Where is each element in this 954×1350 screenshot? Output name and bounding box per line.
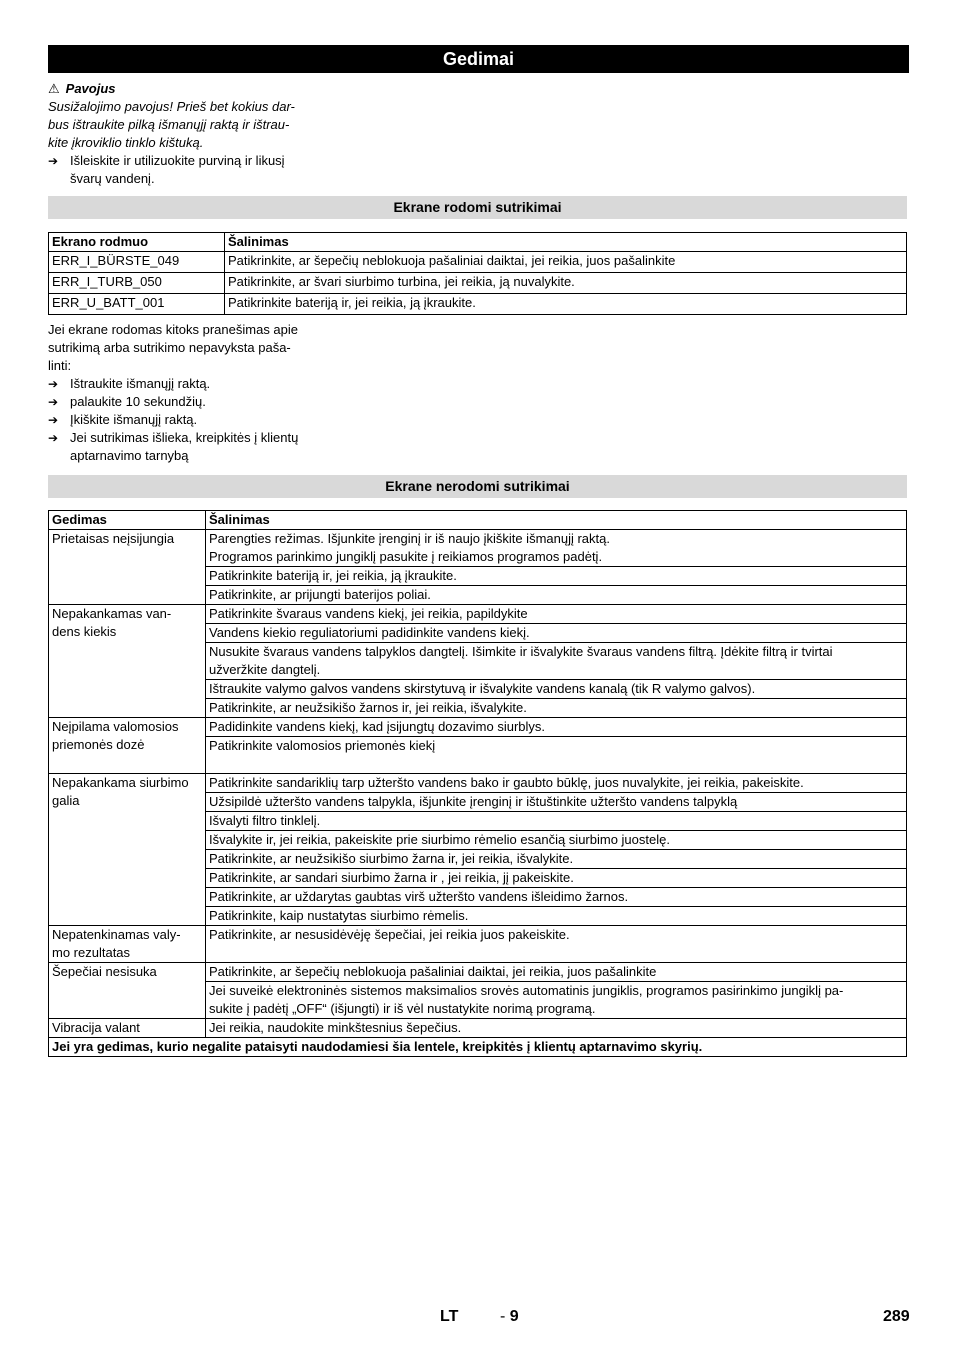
arrow-right-icon: ➔ [48, 413, 59, 427]
note-step: ➔ Jei sutrikimas išlieka, kreipkitės į klientų aptarnavimo tarnybą [48, 430, 299, 463]
footer-page-number: 289 [883, 1308, 910, 1325]
table-row [49, 718, 907, 737]
fault-cell: Nepakankama siurbimo galia [49, 774, 206, 926]
remedy-cell: Parengties režimas. Išjunkite įrenginį ir iš naujo įkiškite išmanųjį raktą. Programos parinkimo jungiklį pasukite į reikiamos programos padėtį. [206, 530, 907, 567]
table-row [49, 605, 907, 624]
remedy-cell: Patikrinkite bateriją ir, jei reikia, ją įkraukite. [206, 567, 907, 586]
displayed-faults-table [48, 232, 907, 315]
table-row: ERR_I_TURB_050 Patikrinkite, ar švari siurbimo turbina, jei reikia, ją nuvalykite. [49, 273, 907, 294]
page-title: Gedimai [48, 45, 909, 73]
fault-cell: Vibracija valant [49, 1019, 206, 1038]
fault-cell: Nepatenkinamas valy- mo rezultatas [49, 926, 206, 963]
table-header-row: Gedimas Šalinimas [49, 511, 907, 530]
remedy-cell: Išvalyti filtro tinklelį. [206, 812, 907, 831]
remedy-cell: Užsipildė užteršto vandens talpykla, išjunkite įrenginį ir ištuštinkite užteršto vandens talpyklą [206, 793, 907, 812]
arrow-right-icon: ➔ [48, 431, 59, 445]
remedy-cell: Vandens kiekio reguliatoriumi padidinkite vandens kiekį. [206, 624, 907, 643]
note-step: ➔ palaukite 10 sekundžių. [48, 394, 206, 409]
remedy-cell: Patikrinkite sandariklių tarp užteršto vandens bako ir gaubto būklę, juos nuvalykite, jei reikia, pakeiskite. [206, 774, 907, 793]
remedy-cell: Patikrinkite švaraus vandens kiekį, jei reikia, papildykite [206, 605, 907, 624]
note-step: ➔ Įkiškite išmanųjį raktą. [48, 412, 198, 427]
table-row [49, 963, 907, 982]
remedy-cell: Patikrinkite, ar sandari siurbimo žarna ir , jei reikia, jį pakeiskite. [206, 869, 907, 888]
warning-block [48, 80, 328, 188]
arrow-right-icon: ➔ [48, 377, 59, 391]
table-row: ERR_I_BÜRSTE_049 Patikrinkite, ar šepečių neblokuoja pašaliniai daiktai, jei reikia, juos pašalinkite [49, 252, 907, 273]
table-row [49, 530, 907, 567]
remedy-cell: Išvalykite ir, jei reikia, pakeiskite prie siurbimo rėmelio esančią siurbimo juostelę. [206, 831, 907, 850]
table-footer-row: Jei yra gedimas, kurio negalite pataisyti naudodamiesi šia lentele, kreipkitės į klientų aptarnavimo skyrių. [49, 1038, 907, 1057]
non-displayed-faults-table [48, 510, 907, 1057]
table-row [49, 774, 907, 793]
remedy-cell: Jei reikia, naudokite minkštesnius šepečius. [206, 1019, 907, 1038]
table-row [49, 1019, 907, 1038]
arrow-right-icon: ➔ [48, 395, 59, 409]
footer-page: - 9 [500, 1308, 519, 1325]
table-header-row: Ekrano rodmuo Šalinimas [49, 233, 907, 252]
remedy-cell: Padidinkite vandens kiekį, kad įsijungtų dozavimo siurblys. [206, 718, 907, 737]
note-step: ➔ Ištraukite išmanųjį raktą. [48, 376, 211, 391]
note-block: Jei ekrane rodomas kitoks pranešimas apie sutrikimą arba sutrikimo nepavyksta paša- linti: ➔ Ištraukite išmanųjį raktą. ➔ palaukite 10 sekundžių. ➔ Įkiškite išmanųjį raktą. ➔ Jei sutrikimas išlieka, kreipkitės į klientų aptarnavimo tarnybą [48, 321, 328, 465]
remedy-cell: Patikrinkite, ar neužsikišo siurbimo žarna ir, jei reikia, išvalykite. [206, 850, 907, 869]
remedy-cell: Patikrinkite, ar prijungti baterijos poliai. [206, 586, 907, 605]
fault-cell: Prietaisas neįsijungia [49, 530, 206, 605]
remedy-cell: Patikrinkite, ar nesusidėvėję šepečiai, jei reikia juos pakeiskite. [206, 926, 907, 963]
remedy-cell: Patikrinkite, ar neužsikišo žarnos ir, jei reikia, išvalykite. [206, 699, 907, 718]
remedy-cell: Nusukite švaraus vandens talpyklos dangtelį. Išimkite ir išvalykite švaraus vandens filtrą. Įdėkite filtrą ir tvirtai užveržkite dangtelį. [206, 643, 907, 680]
warning-triangle-icon: ⚠ [48, 81, 60, 96]
arrow-right-icon: ➔ [48, 154, 59, 168]
table-row [49, 926, 907, 963]
remedy-cell: Patikrinkite, kaip nustatytas siurbimo rėmelis. [206, 907, 907, 926]
fault-cell: Neįpilama valomosios priemonės dozė [49, 718, 206, 774]
remedy-cell: Patikrinkite valomosios priemonės kiekį [206, 737, 907, 774]
warning-step: ➔ Išleiskite ir utilizuokite purviną ir likusį švarų vandenį. [48, 153, 285, 186]
table-row: ERR_U_BATT_001 Patikrinkite bateriją ir, jei reikia, ją įkraukite. [49, 294, 907, 315]
remedy-cell: Ištraukite valymo galvos vandens skirstytuvą ir išvalykite vandens kanalą (tik R valymo galvos). [206, 680, 907, 699]
warning-text: Susižalojimo pavojus! Prieš bet kokius dar- bus ištraukite pilką išmanųjį raktą ir ištrau- kite įkroviklio tinklo kištuką. [48, 99, 295, 150]
fault-cell: Nepakankamas van- dens kiekis [49, 605, 206, 718]
fault-cell: Šepečiai nesisuka [49, 963, 206, 1019]
footer-language: LT [440, 1308, 459, 1325]
section-heading-non-displayed-faults: Ekrane nerodomi sutrikimai [48, 475, 907, 498]
remedy-cell: Jei suveikė elektroninės sistemos maksimalios srovės automatinis jungiklis, programos pasirinkimo jungiklį pa- sukite į padėtį „OFF“ (išjungti) ir iš vėl nustatykite norimą programą. [206, 982, 907, 1019]
section-heading-displayed-faults: Ekrane rodomi sutrikimai [48, 196, 907, 219]
warning-heading: ⚠ Pavojus [48, 81, 116, 96]
remedy-cell: Patikrinkite, ar šepečių neblokuoja pašaliniai daiktai, jei reikia, juos pašalinkite [206, 963, 907, 982]
remedy-cell: Patikrinkite, ar uždarytas gaubtas virš užteršto vandens išleidimo žarnos. [206, 888, 907, 907]
